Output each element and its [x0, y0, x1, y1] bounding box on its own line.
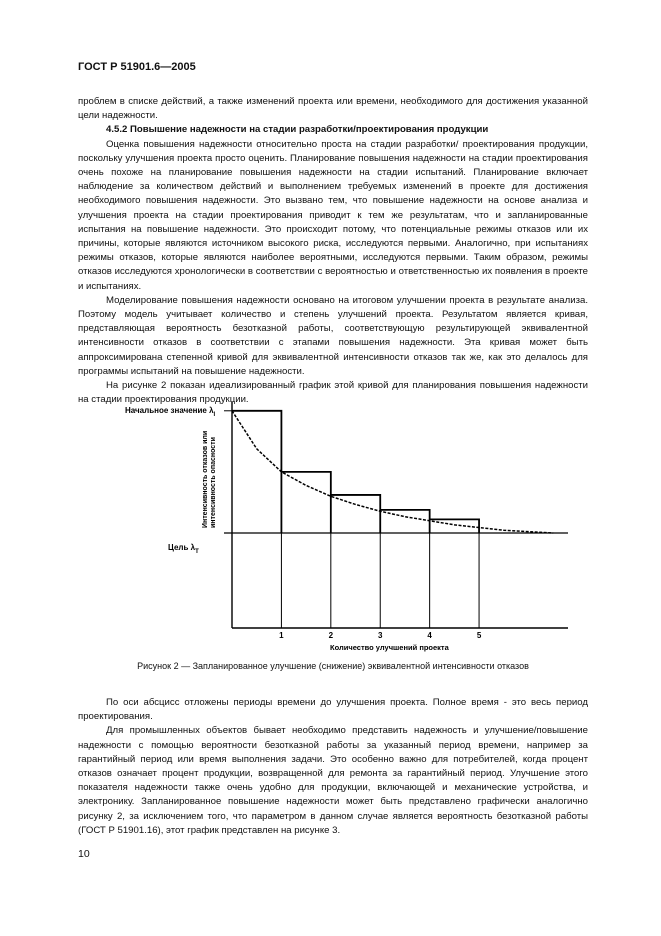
page-number: 10 [78, 848, 90, 860]
x-axis-label: Количество улучшений проекта [330, 643, 449, 652]
step-segment [331, 495, 380, 533]
paragraph: На рисунке 2 показан идеализированный график этой кривой для планирования повышения надежности на стадии проектирования продукции. [78, 380, 588, 406]
step-segment [281, 472, 330, 533]
power-curve [232, 411, 553, 533]
chart-marks [232, 411, 553, 533]
x-tick-label: 5 [476, 631, 482, 640]
document-header: ГОСТ Р 51901.6—2005 [78, 61, 196, 73]
paragraph-continuation: проблем в списке действий, а также изменений проекта или времени, необходимого для достижения указанной цели надежности. [78, 96, 588, 122]
top-text-block [78, 95, 588, 407]
x-tick-label: 1 [279, 631, 284, 640]
chart-axes [224, 402, 568, 640]
step-segment [232, 411, 281, 533]
x-tick-label: 4 [427, 631, 432, 640]
paragraph: Оценка повышения надежности относительно проста на стадии разработки/ проектирования продукции, поскольку улучшения проекта просто оценить. Планирование повышения надежности на стадии проектирования очень похоже на планирование повышения надежности на стадии испытаний. Планирование включает наблюдение за количеством действий и выполнением требуемых изменений в проекте для достижения необходимого повышения надежности. Это вызвано тем, что повышение надежности на основе анализа и улучшения проекта на стадии проектирования приводит к тем же результатам, что и запланированные испытания на повышение надежности. Это происходит потому, что потенциальные режимы отказов или их причины, которые являются источником высокого риска, исследуются первыми. Аналогично, при испытаниях режимы отказов, которые являются наиболее вероятными, исследуются первыми. Таким образом, режимы отказов исследуются хронологически в соответствии с вероятностью и ответственностью их появления в проекте и испытаниях. [78, 138, 588, 292]
initial-value-label: Начальное значение $\lambda_I$ [125, 406, 216, 418]
figure-caption: Рисунок 2 — Запланированное улучшение (снижение) эквивалентной интенсивности отказов [137, 661, 529, 671]
section-heading: 4.5.2 Повышение надежности на стадии разработки/проектирования продукции [106, 124, 489, 136]
x-tick-label: 3 [378, 631, 383, 640]
bottom-text-block [78, 696, 588, 838]
y-axis-label-line1: Интенсивность отказов или [202, 430, 209, 528]
y-axis-label-line2: интенсивность опасности [210, 437, 217, 528]
paragraph: Для промышленных объектов бывает необходимо представить надежность и улучшение/повышение надежности с помощью вероятности безотказной работы за указанный период времени, например за гарантийный период или время выполнения задачи. Это особенно важно для потребителей, когда процент отказов означает процент продукции, возвращенной для ремонта за гарантийный период. Улучшение этого показателя надежности также очень удобно для продукции, включающей и механические устройства, и электронику. Запланированное повышение надежности может быть представлено графически аналогично рисунку 2, за исключением того, что параметром в данном случае является вероятность безотказной работы (ГОСТ Р 51901.16), этот график представлен на рисунке 3. [78, 725, 588, 836]
goal-label: Цель $\lambda_T$ [168, 543, 199, 555]
figure-2-chart [0, 395, 661, 655]
paragraph: Моделирование повышения надежности основано на итоговом улучшении проекта в результате анализа. Поэтому модель учитывает количество и степень улучшений проекта. Результатом является кривая, представляющая вероятность безотказной работы, соответствующую результирующей эквивалентной интенсивности отказов в соответствии с этапами повышения надежности. Эта кривая может быть аппроксимирована степенной кривой для эквивалентной интенсивности отказов так же, как это делалось для программы испытаний на повышение надежности. [78, 294, 588, 377]
x-tick-label: 2 [328, 631, 334, 640]
paragraph: По оси абсцисс отложены периоды времени до улучшения проекта. Полное время - это весь период проектирования. [78, 697, 588, 723]
